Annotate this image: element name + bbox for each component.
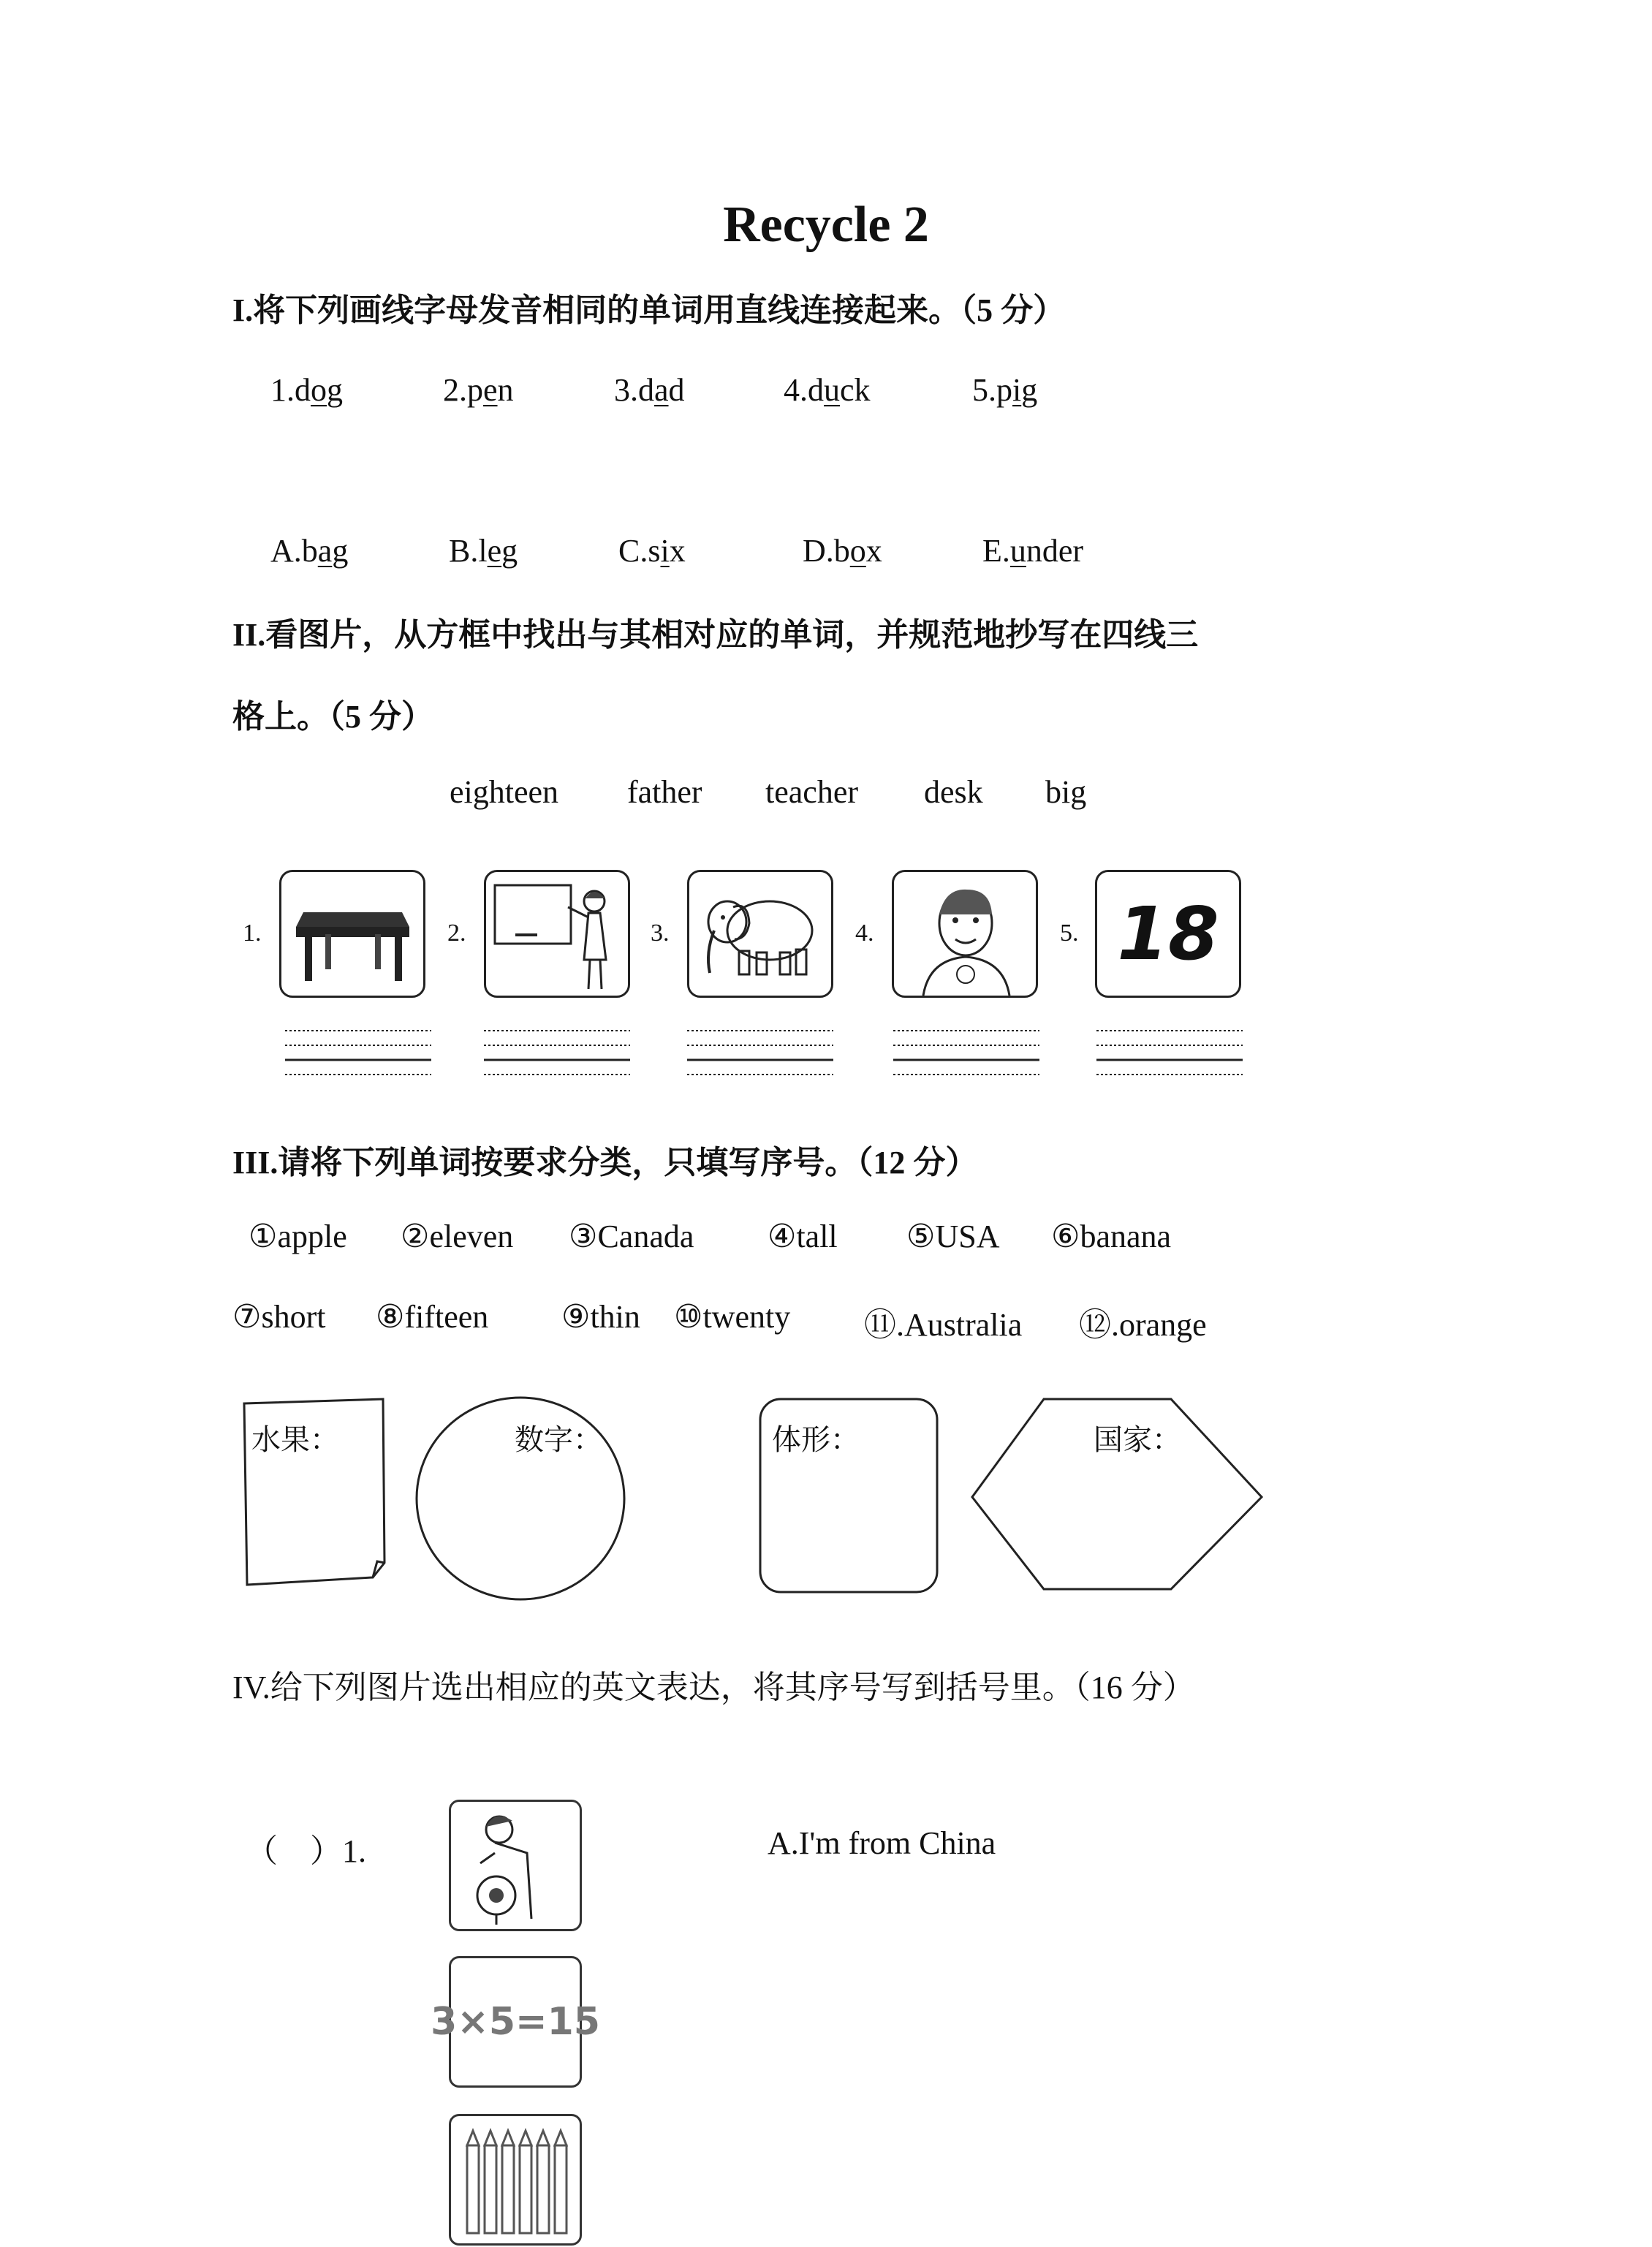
word-bank-item: eighteen bbox=[450, 774, 559, 810]
pencils-picture bbox=[449, 2114, 582, 2246]
classify-word: ②eleven bbox=[401, 1219, 514, 1254]
pencil bbox=[555, 2145, 567, 2233]
classify-word: ⑨thin bbox=[561, 1299, 640, 1335]
underlined-letter: u bbox=[824, 372, 840, 408]
word-bank-item: teacher bbox=[765, 774, 858, 810]
sound-word-suffix: g bbox=[1021, 372, 1038, 408]
pencil bbox=[485, 2145, 496, 2233]
section-4-heading: IV.给下列图片选出相应的英文表达，将其序号写到括号里。（16 分） bbox=[232, 1670, 1195, 1705]
girl-with-fan-picture bbox=[449, 1800, 582, 1931]
word-bank-item: big bbox=[1045, 774, 1087, 810]
word-bank-item: father bbox=[627, 774, 702, 810]
underlined-letter: o bbox=[849, 533, 866, 569]
word-bank-item: desk bbox=[924, 774, 983, 810]
page-title: Recycle 2 bbox=[723, 197, 929, 253]
pencil-tip bbox=[502, 2131, 514, 2145]
sound-word bbox=[618, 532, 686, 569]
classify-word: ⑦short bbox=[232, 1299, 326, 1335]
section-2-heading-line2: 格上。（5 分） bbox=[232, 699, 433, 735]
sound-word-suffix: x bbox=[669, 533, 686, 569]
pencils-icon bbox=[451, 2116, 580, 2243]
writing-lines bbox=[279, 1023, 1251, 1096]
category-country-label: 国家： bbox=[1094, 1423, 1181, 1456]
sound-word-prefix: E. bbox=[982, 533, 1010, 569]
section-2-heading-line1: II.看图片，从方框中找出与其相对应的单词，并规范地抄写在四线三 bbox=[232, 617, 1199, 653]
pencil bbox=[502, 2145, 514, 2233]
underlined-letter: o bbox=[311, 372, 327, 408]
sound-word-prefix: 5.p bbox=[972, 372, 1012, 408]
elephant-picture bbox=[687, 870, 833, 998]
option-a: A.I'm from China bbox=[768, 1825, 996, 1861]
sound-word bbox=[270, 371, 343, 409]
sound-word bbox=[972, 371, 1037, 409]
sound-word bbox=[449, 532, 518, 569]
elephant-icon bbox=[689, 872, 831, 996]
picture-label: 1. bbox=[243, 920, 262, 947]
sound-word bbox=[270, 532, 348, 569]
pencil bbox=[467, 2145, 479, 2233]
classify-word: ⑤USA bbox=[906, 1219, 1000, 1254]
classify-word: ④tall bbox=[768, 1219, 838, 1254]
underlined-letter: u bbox=[1009, 533, 1026, 569]
underlined-letter: a bbox=[317, 533, 333, 569]
desk-picture bbox=[279, 870, 425, 998]
answer-bracket-1[interactable]: （ ）1. bbox=[246, 1833, 366, 1869]
sound-word-suffix: ck bbox=[840, 372, 871, 408]
father-picture bbox=[892, 870, 1038, 998]
classify-word: ⑩twenty bbox=[674, 1299, 791, 1335]
father-icon bbox=[894, 872, 1036, 996]
section-1-heading: I.将下列画线字母发音相同的单词用直线连接起来。（5 分） bbox=[232, 292, 1066, 328]
pencil bbox=[537, 2145, 549, 2233]
math-equation-icon: 3×5=15 bbox=[431, 2000, 600, 2044]
underlined-letter: a bbox=[654, 372, 669, 408]
pencil-tip bbox=[520, 2131, 531, 2145]
classify-word: ③Canada bbox=[569, 1219, 694, 1254]
picture-label: 3. bbox=[651, 920, 670, 947]
underlined-letter: e bbox=[487, 533, 502, 569]
pencil bbox=[520, 2145, 531, 2233]
sound-word bbox=[803, 532, 882, 569]
sound-word-suffix: d bbox=[668, 372, 685, 408]
math-picture bbox=[431, 1956, 600, 2088]
desk-icon bbox=[281, 872, 423, 996]
sound-word-suffix: n bbox=[497, 372, 514, 408]
classify-word: ①apple bbox=[249, 1219, 347, 1254]
sound-word-prefix: 4.d bbox=[784, 372, 824, 408]
picture-label: 5. bbox=[1060, 920, 1079, 947]
sound-word bbox=[443, 371, 514, 409]
picture-label: 4. bbox=[855, 920, 874, 947]
pencil-tip bbox=[485, 2131, 496, 2145]
sound-word-suffix: x bbox=[865, 533, 882, 569]
classify-word: ⑥banana bbox=[1051, 1219, 1172, 1254]
sound-word bbox=[784, 371, 871, 409]
picture-label: 2. bbox=[447, 920, 466, 947]
sound-word-prefix: D.b bbox=[803, 533, 850, 569]
sound-word bbox=[614, 371, 685, 409]
number-eighteen-icon: 18 bbox=[1117, 891, 1219, 977]
sound-word bbox=[982, 532, 1083, 569]
classify-word: ⑧fifteen bbox=[376, 1299, 489, 1335]
sound-word-suffix: nder bbox=[1026, 533, 1084, 569]
sound-word-suffix: g bbox=[501, 533, 518, 569]
sound-word-prefix: 1.d bbox=[270, 372, 311, 408]
category-body-shape-label: 体形： bbox=[772, 1423, 860, 1456]
sound-word-prefix: C.s bbox=[618, 533, 661, 569]
underlined-letter: i bbox=[660, 533, 670, 569]
category-number-label: 数字： bbox=[515, 1423, 602, 1456]
girl-with-fan-icon bbox=[451, 1802, 580, 1929]
underlined-letter: i bbox=[1012, 372, 1022, 408]
category-fruit-label: 水果： bbox=[251, 1423, 339, 1456]
classify-word: ⑪.Australia bbox=[864, 1307, 1023, 1343]
teacher-icon bbox=[486, 872, 628, 996]
section-3-heading: III.请将下列单词按要求分类，只填写序号。（12 分） bbox=[232, 1145, 978, 1181]
classify-word: ⑫.orange bbox=[1079, 1307, 1207, 1343]
eighteen-picture bbox=[1095, 870, 1241, 998]
sound-word-suffix: g bbox=[332, 533, 349, 569]
underlined-letter: e bbox=[483, 372, 498, 408]
sound-word-prefix: B.l bbox=[449, 533, 488, 569]
sound-word-prefix: 3.d bbox=[614, 372, 654, 408]
teacher-picture bbox=[484, 870, 630, 998]
sound-word-suffix: g bbox=[327, 372, 343, 408]
pencil-tip bbox=[555, 2131, 567, 2145]
sound-word-prefix: 2.p bbox=[443, 372, 483, 408]
sound-word-prefix: A.b bbox=[270, 533, 318, 569]
pencil-tip bbox=[467, 2131, 479, 2145]
pencil-tip bbox=[537, 2131, 549, 2145]
